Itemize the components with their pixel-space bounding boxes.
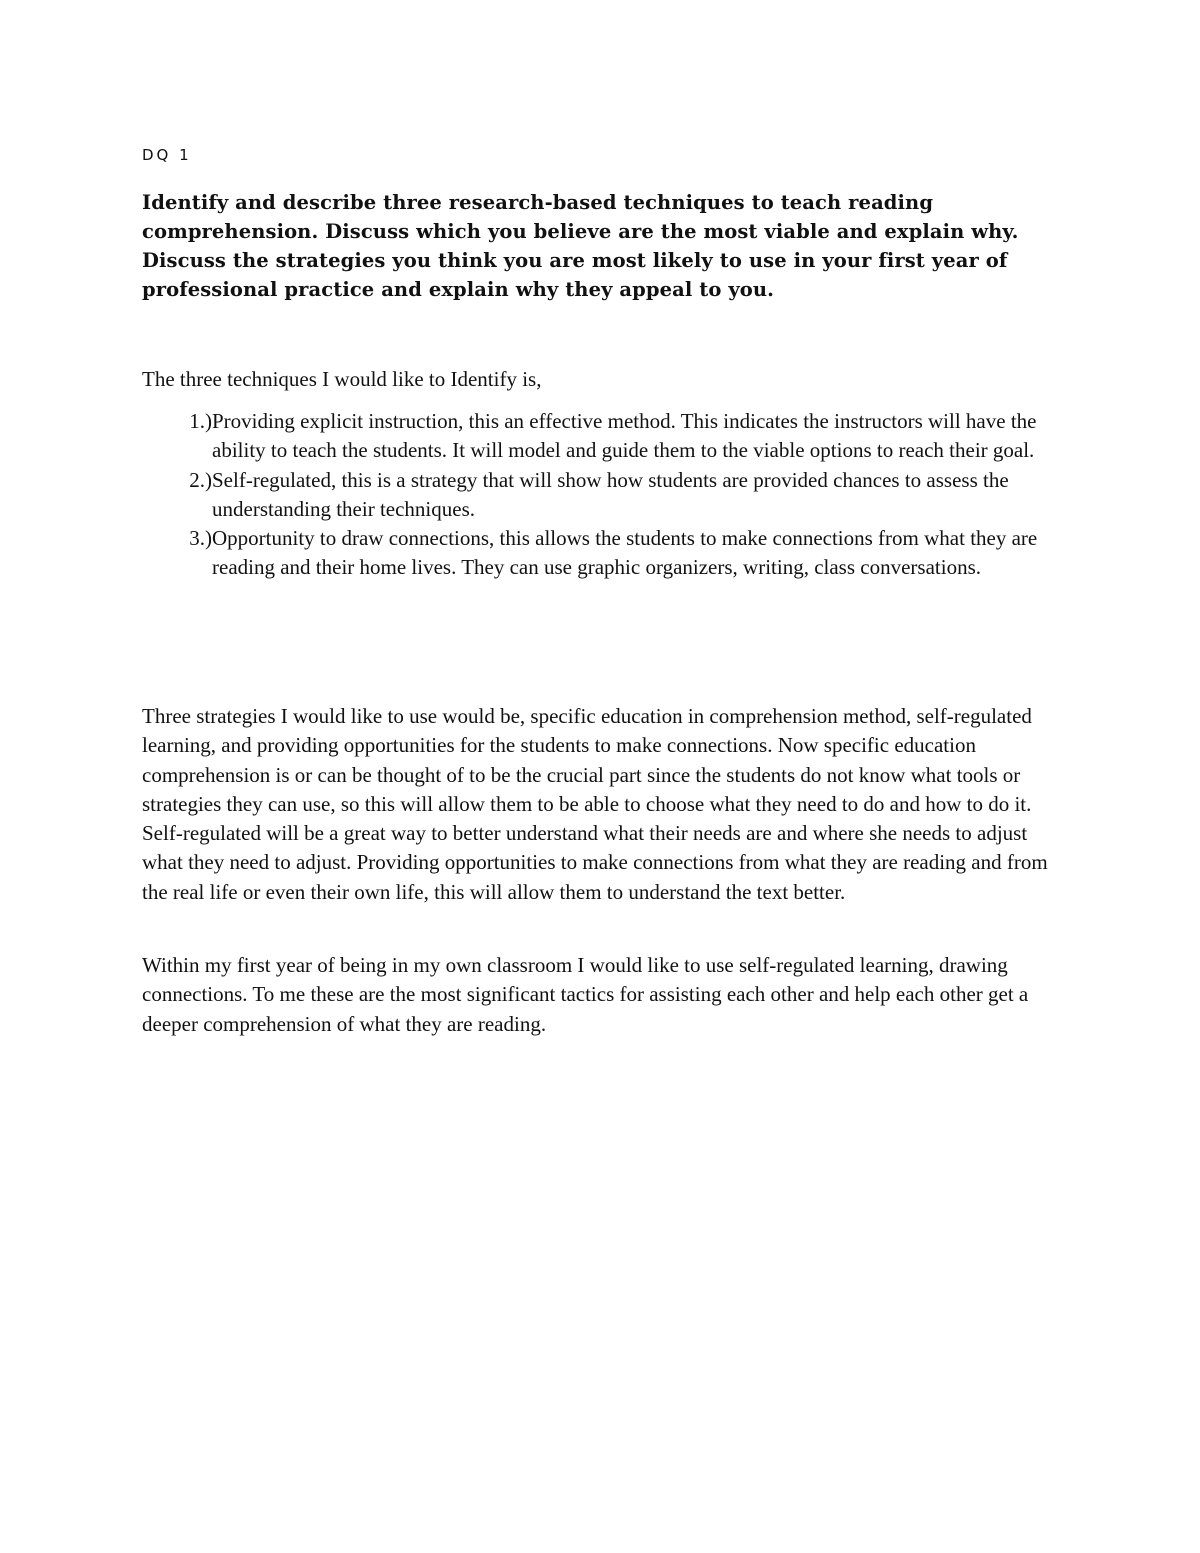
technique-text: Self-regulated, this is a strategy that will show how students are provided chances to assess the understanding their techniques. bbox=[212, 467, 1009, 521]
first-year-paragraph: Within my first year of being in my own classroom I would like to use self-regulated learning, drawing connections. To me these are the most significant tactics for assisting each other and help each other get a deeper comprehension of what they are reading. bbox=[142, 953, 1029, 1036]
document-heading: DQ 1 bbox=[142, 146, 192, 164]
techniques-intro: The three techniques I would like to Identify is, bbox=[142, 367, 542, 391]
technique-number: 3.) bbox=[189, 526, 212, 551]
discussion-prompt: Identify and describe three research-based techniques to teach reading comprehension. Discuss which you believe are the most viable and explain why. Discuss the strategies you think you are most likely to use in your first year of professional practice and explain why they appeal to you. bbox=[142, 191, 1019, 301]
technique-text: Opportunity to draw connections, this allows the students to make connections from what they are reading and their home lives. They can use graphic organizers, writing, class conversations. bbox=[212, 526, 1038, 580]
technique-item bbox=[142, 407, 1042, 466]
technique-item bbox=[142, 524, 1042, 583]
technique-number: 1.) bbox=[189, 409, 212, 433]
technique-number: 2.) bbox=[189, 467, 212, 492]
strategies-paragraph: Three strategies I would like to use would be, specific education in comprehension method, self-regulated learning, and providing opportunities for the students to make connections. Now specific education comprehension is or can be thought of to be the crucial part since the students do not know what tools or strategies they can use, so this will allow them to be able to choose what they need to do and how to do it. Self-regulated will be a great way to better understand what their needs are and where she needs to adjust what they need to adjust. Providing opportunities to make connections from what they are reading and from the real life or even their own life, this will allow them to understand the text better. bbox=[142, 704, 1048, 904]
techniques-list bbox=[142, 407, 1042, 583]
technique-text: Providing explicit instruction, this an effective method. This indicates the instructors will have the ability to teach the students. It will model and guide them to the viable options to reach their goal. bbox=[212, 409, 1037, 463]
technique-item bbox=[142, 466, 1042, 525]
